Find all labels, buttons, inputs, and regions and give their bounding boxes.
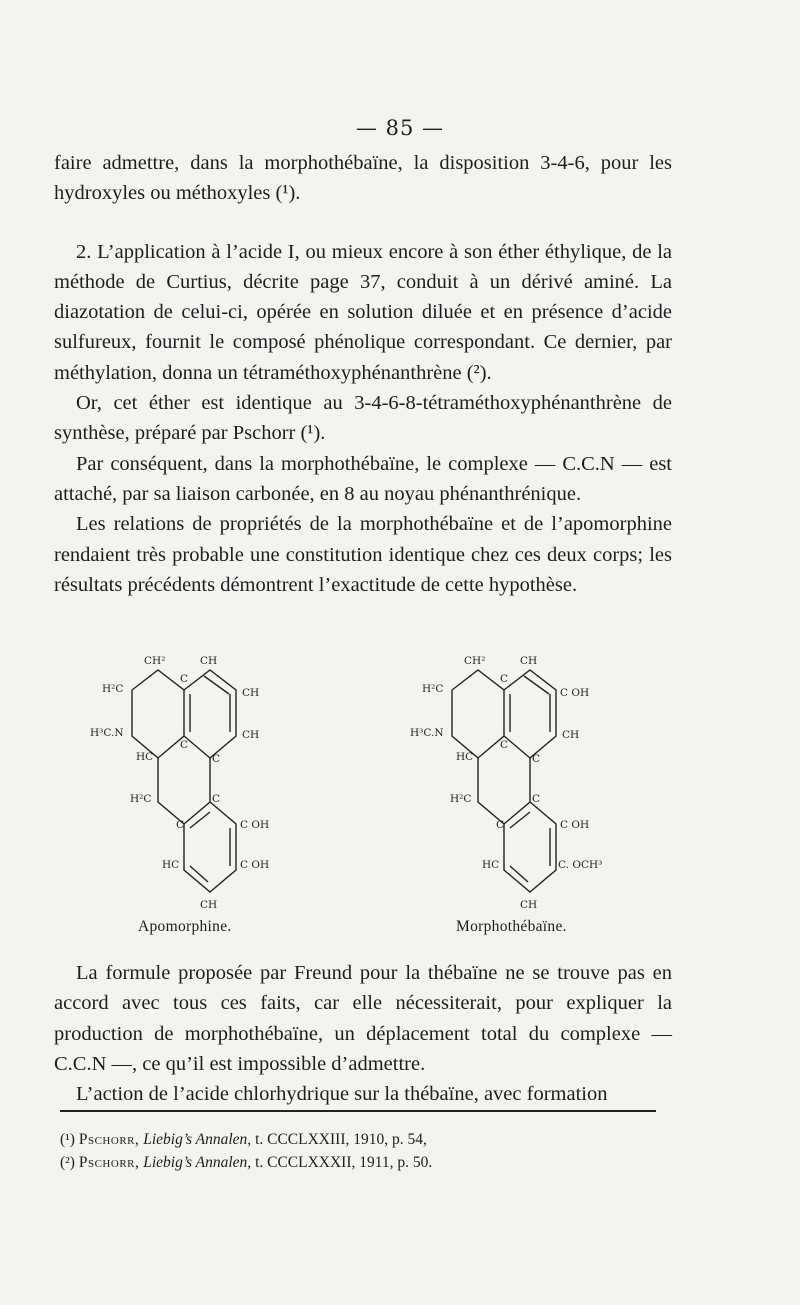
label-c-right-lower: C xyxy=(532,793,541,805)
label-h2c-lower: H²C xyxy=(130,793,152,805)
footnote-1-ref: t. CCCLXXIII, 1910, p. 54, xyxy=(255,1131,427,1148)
label-ch-bottom: CH xyxy=(520,899,538,911)
footnote-1 xyxy=(60,1128,660,1151)
label-coh-1: C OH xyxy=(240,819,270,831)
paragraph-relations: Les relations de propriétés de la morphothébaïne et de l’apomorphine rendaient très probable une constitution identique chez ces deux corps; les résultats précédents démontrent l’exactitude de cette hypothèse. xyxy=(54,513,672,596)
caption-apomorphine: Apomorphine. xyxy=(138,918,232,935)
footnote-2-mark: (²) xyxy=(60,1154,75,1171)
paragraph-curtius: 2. L’application à l’acide I, ou mieux encore à son éther éthylique, de la méthode de Curtius, décrite page 37, conduit à un dérivé aminé. La diazotation de celui-ci, opérée en solution diluée et en présence d’acide sulfureux, fournit le composé phénolique correspondant. Ce dernier, par méthylation, donna un tétraméthoxyphénanthrène (²). xyxy=(54,240,672,384)
label-top-ch: CH xyxy=(200,655,218,667)
label-h3cn: H³C.N xyxy=(90,727,124,739)
footnote-2-journal: Liebig’s Annalen, xyxy=(143,1154,252,1171)
label-top-ch: CH xyxy=(520,655,538,667)
label-c-inner-top: C xyxy=(180,673,189,685)
body-text-lower xyxy=(54,958,672,1109)
paragraph-hydrochloric: L’action de l’acide chlorhydrique sur la thébaïne, avec formation xyxy=(76,1083,608,1106)
label-hc-left: HC xyxy=(456,751,474,763)
paragraph-synthesis: Or, cet éther est identique au 3-4-6-8-tétraméthoxyphénanthrène de synthèse, préparé par Pschorr (¹). xyxy=(54,392,672,445)
label-c-right-mid: C xyxy=(212,753,221,765)
label-hc-left: HC xyxy=(136,751,154,763)
label-c-center: C xyxy=(180,739,189,751)
label-coh-2: C OH xyxy=(240,859,270,871)
ring-a-bonds xyxy=(132,670,184,758)
footnote-1-mark: (¹) xyxy=(60,1131,75,1148)
paragraph-continuation: faire admettre, dans la morphothébaïne, la disposition 3-4-6, pour les hydroxyles ou méthoxyles (¹). xyxy=(54,152,672,205)
label-hc-bottom: HC xyxy=(162,859,180,871)
label-coh-right-1: C OH xyxy=(560,687,590,699)
label-c-och3: C. OCH³ xyxy=(558,859,603,871)
label-ch-right-1: CH xyxy=(242,687,260,699)
figure-apomorphine xyxy=(80,648,280,938)
figure-morphothebaine xyxy=(400,648,603,938)
footnote-2 xyxy=(60,1151,660,1174)
label-h3cn: H³C.N xyxy=(410,727,444,739)
ring-c-bonds xyxy=(158,758,210,824)
ring-d-bonds xyxy=(504,802,556,892)
label-c-center: C xyxy=(500,739,509,751)
ring-d-bonds xyxy=(184,802,236,892)
label-top-ch2: CH² xyxy=(144,655,166,667)
label-ch-right-2: CH xyxy=(242,729,260,741)
label-c-inner-top: C xyxy=(500,673,509,685)
footnote-1-journal: Liebig’s Annalen, xyxy=(143,1131,252,1148)
paragraph-consequence: Par conséquent, dans la morphothébaïne, le complexe — C.C.N — est attaché, par sa liaison carbonée, en 8 au noyau phénanthrénique. xyxy=(54,452,672,505)
ring-b-bonds xyxy=(504,670,556,758)
label-coh-1: C OH xyxy=(560,819,590,831)
body-text-upper xyxy=(54,148,672,600)
paragraph-freund: La formule proposée par Freund pour la thébaïne ne se trouve pas en accord avec tous ces faits, car elle nécessiterait, pour expliquer la production de morphothébaïne, un déplacement total du complexe — C.C.N —, ce qu’il est impossible d’admettre. xyxy=(54,962,672,1075)
label-c-ring3-left: C xyxy=(176,819,185,831)
footnotes xyxy=(60,1128,660,1174)
ring-b-bonds xyxy=(184,670,236,758)
label-ch-right-2: CH xyxy=(562,729,580,741)
caption-morphothebaine: Morphothébaïne. xyxy=(456,918,567,935)
label-c-right-mid: C xyxy=(532,753,541,765)
label-hc-bottom: HC xyxy=(482,859,500,871)
ring-c-bonds xyxy=(478,758,530,824)
page-number: — 85 — xyxy=(355,116,445,140)
footnote-divider xyxy=(60,1110,656,1112)
footnote-2-ref: t. CCCLXXXII, 1911, p. 50. xyxy=(255,1154,433,1171)
label-top-ch2: CH² xyxy=(464,655,486,667)
label-h2c-upper: H²C xyxy=(102,683,124,695)
label-ch-bottom: CH xyxy=(200,899,218,911)
ring-a-bonds xyxy=(452,670,504,758)
label-h2c-upper: H²C xyxy=(422,683,444,695)
label-c-ring3-left: C xyxy=(496,819,505,831)
structural-formulas xyxy=(80,648,640,938)
label-h2c-lower: H²C xyxy=(450,793,472,805)
footnote-2-author: Pschorr, xyxy=(78,1154,140,1171)
label-c-right-lower: C xyxy=(212,793,221,805)
footnote-1-author: Pschorr, xyxy=(78,1131,140,1148)
